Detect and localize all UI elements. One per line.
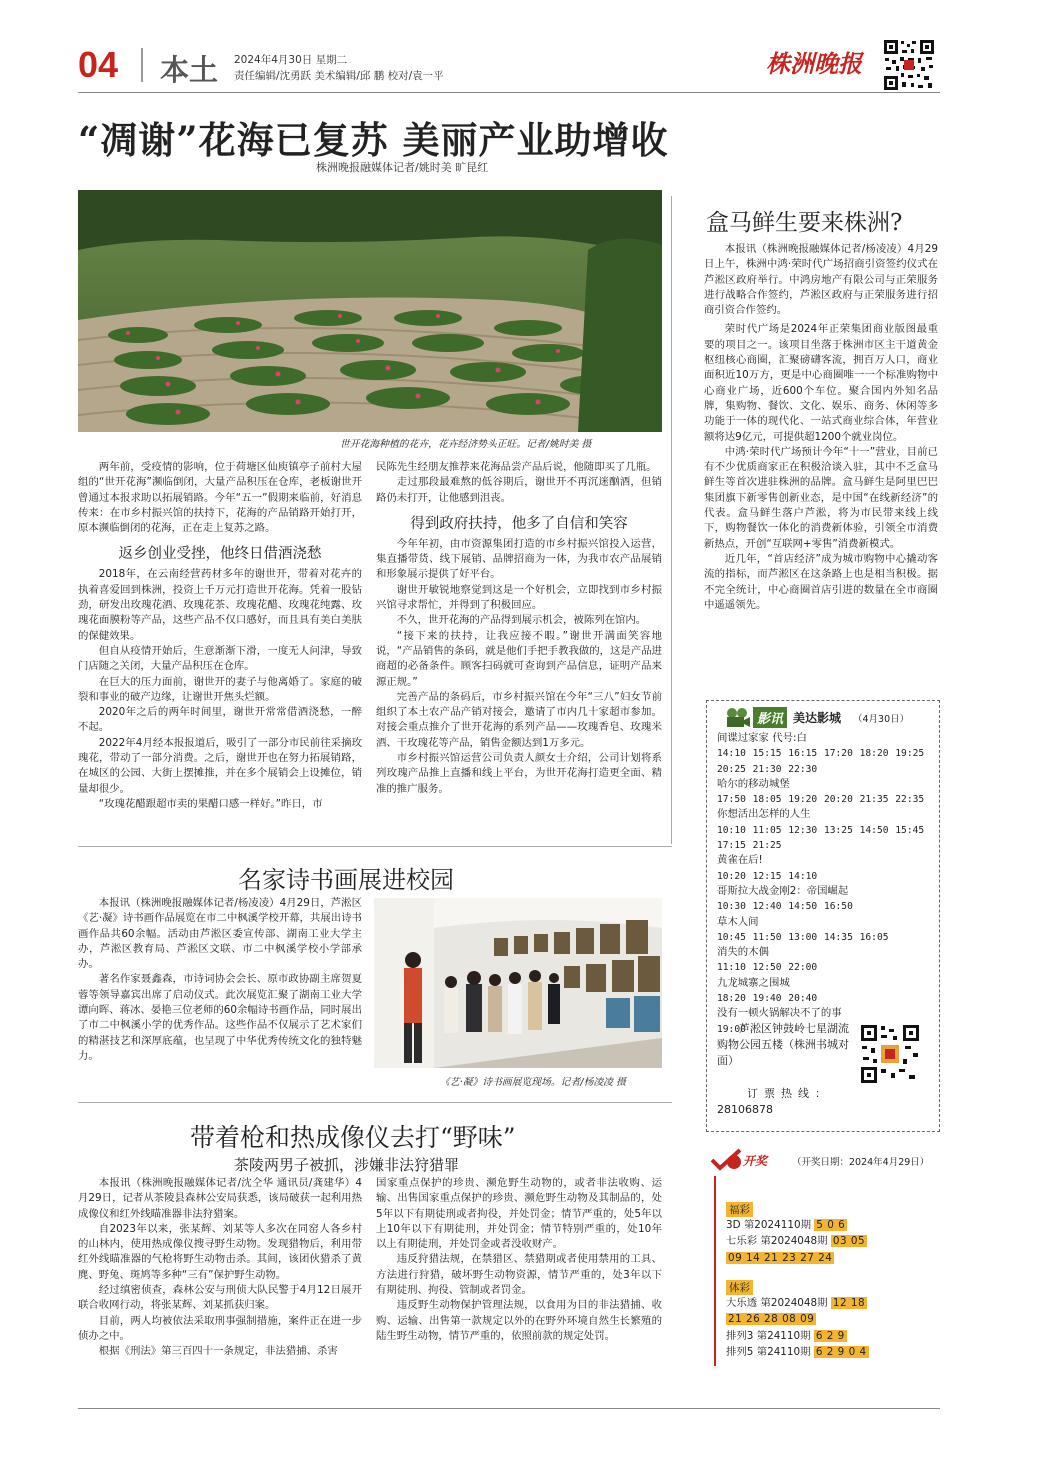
paragraph: 荣时代广场是2024年正荣集团商业版图最重要的项目之一。该项目坐落于株洲市区主干道黄金枢纽核心商圈，汇聚磅礴客流，拥百万人口，商业面积近10万方，更是中心商圈唯一一个标准购物中心商业广场，近600个车位。聚合国内外知名品牌，集购物、餐饮、文化、娱乐、商务、休闲等多功能于一体的现代化、一站式商业综合体，年营业额将达9亿元，可提供超1200个就业岗位。 [704,323,938,443]
paragraph: “玫瑰花醋跟超市卖的果醋口感一样好。”昨日，市 [98,797,323,810]
paragraph: 自2023年以来，张某辉、刘某等人多次在同窑人各乡村的山林内，使用热成像仪搜寻野生动物。发现猎物后，利用带红外线瞄准器的气枪将野生动物击杀。其间，该团伙猎杀了黄麂、野兔、斑鸠等多种“三有”保护野生动物。 [78,1222,362,1281]
lottery-header [706,1148,940,1172]
lottery-row [726,1251,936,1266]
hunting-column-1 [78,1176,362,1360]
lottery-numbers: 6 2 9 [815,1329,845,1342]
lottery-row [726,1312,936,1327]
hotline-number: 28106878 [717,1103,773,1116]
lottery-draw-label: 大乐透 第2024048期 [726,1297,831,1309]
lottery-row [726,1296,936,1311]
lead-headline: “凋谢”花海已复苏 美丽产业助增收 [78,118,669,162]
cinema-box [706,700,940,1132]
subheading: 返乡创业受挫，他终日借酒浇愁 [118,546,322,563]
cinema-qr-code-icon [859,1023,921,1085]
film-showtimes: 10:45 11:50 13:00 14:35 16:05 [717,931,889,943]
lottery-row [726,1218,936,1233]
sports-results [726,1296,936,1361]
film-showtimes: 14:10 15:15 16:15 17:20 18:20 19:25 20:25 21:30 22:30 [717,748,925,775]
paper-logo: 株洲晚报 [766,49,862,78]
paragraph: 在巨大的压力面前，谢世开的妻子与他离婚了。家庭的破裂和事业的破产边缘，让谢世开焦头烂额。 [78,675,362,703]
film-showtimes: 18:20 19:40 20:40 [717,993,818,1005]
film-camera-icon [725,707,751,729]
film-showtimes: 10:20 12:15 14:10 [717,870,818,882]
hema-article [704,242,938,613]
film-title: 黄雀在后! [717,854,763,867]
cinema-name: 美达影城 [793,711,842,725]
lottery-draw-label: 七乐彩 第2024048期 [726,1235,831,1248]
cinema-date: （4月30日） [853,714,910,725]
hotline-label: 订票热线： [747,1087,832,1100]
hunting-headline: 带着枪和热成像仪去打“野味” [190,1123,516,1152]
exhibition-photo [374,898,662,1068]
lottery-numbers: 5 0 6 [816,1219,846,1231]
film-showtimes: 19:00 [717,1023,746,1035]
paragraph: 根据《刑法》第三百四十一条规定，非法猎捕、杀害 [98,1345,338,1358]
page-number: 04 [78,44,119,85]
cinema-address: 芦淞区钟鼓岭七星湖流购物公园五楼（株洲书城对面） [717,1022,849,1067]
film-showtimes: 10:30 12:40 14:50 16:50 [717,901,853,913]
film-title: 草木人间 [717,915,759,928]
paragraph: 经过缜密侦查，森林公安与刑侦大队民警于4月12日展开联合收网行动，将张某辉、刘某抓获归案。 [78,1284,362,1312]
lottery-numbers: 6 2 9 0 4 [815,1345,867,1358]
flower-field-photo [78,190,662,432]
paragraph: 民陈先生经朋友推荐来花海品尝产品后说，他随即买了几瓶。 [376,461,657,473]
lead-column-1 [78,460,362,812]
lottery-numbers: 03 05 [832,1235,866,1248]
lottery-row [726,1345,936,1360]
film-title: 九龙城寨之围城 [717,976,790,989]
paragraph: 2022年4月经本报报道后，吸引了一部分市民前往采摘玫瑰花，带动了一部分消费。之后，谢世开也在努力拓展销路，在城区的公园、大街上摆摊推，并在多个展销会上设摊位，销量却很少。 [78,736,362,795]
lottery-badge: 开奖 [743,1154,768,1168]
masthead [78,38,938,88]
film-title: 间谍过家家 代号:白 [717,732,807,744]
hunting-column-2 [376,1176,662,1344]
paragraph: 近几年，“首店经济”成为城市购物中心撬动客流的指标，而芦淞区在这条路上也是相当积极。据不完全统计，中心商圈首店引进的数量在全市商圈中遥遥领先。 [704,552,938,611]
section-rule [78,846,672,847]
paragraph: 中鸿·荣时代广场预计今年“十一”营业，目前已有不少优质商家正在积极洽谈入驻，其中不乏盒马鲜生等首次进驻株洲的品牌。盒马鲜生是阿里巴巴集团旗下新零售创新业态，是中国“在线新经济”的代表。盒马鲜生落户芦淞，将为市民带来线上线下，购物餐饮一体化的消费新体验，引领全市消费新热点，开创“互联网+零售”消费新模式。 [704,445,938,550]
lottery-row [726,1234,936,1249]
lottery-box [714,1176,938,1366]
paragraph: 两年前，受疫情的影响，位于荷塘区仙庾镇亭子前村大屋组的“世开花海”濒临倒闭，大量产品积压在仓库，老板谢世开曾通过本报求助以拓展销路。今年“五一”假期来临前，好消息传来：在市乡村振兴馆的扶持下，花海的产品销路开始打开，原本濒临倒闭的花海，正在走上复苏之路。 [78,461,362,535]
film-title: 你想活出怎样的人生 [717,808,811,821]
lottery-date: （开奖日期：2024年4月29日） [792,1157,930,1168]
paragraph: 谢世开敏锐地察觉到这是一个好机会，立即找到市乡村振兴馆寻求帮忙，并得到了积极回应。 [376,583,662,612]
paragraph: 目前，两人均被依法采取刑事强制措施，案件正在进一步侦办之中。 [78,1314,362,1342]
cinema-badge: 影讯 [753,707,787,728]
film-title: 哥斯拉大战金刚2：帝国崛起 [717,884,849,897]
welfare-label: 福彩 [726,1202,753,1217]
paragraph: 2020年之后的两年时间里，谢世开常常借酒浇愁，一醉不起。 [78,706,362,734]
bottom-rule [78,1408,940,1409]
paragraph: 本报讯（株洲晚报融媒体记者/沈仝华 通讯员/龚建华）4月29日，记者从茶陵县森林公安局获悉，该局破获一起利用热成像仪和红外线瞄准器非法狩猎案。 [78,1177,362,1220]
hema-headline: 盒马鲜生要来株洲? [706,210,903,236]
lottery-draw-label: 排列3 第24110期 [726,1329,814,1342]
paragraph: 国家重点保护的珍贵、濒危野生动物的，或者非法收购、运输、出售国家重点保护的珍贵、濒危野生动物及其制品的，处5年以下有期徒刑或者拘役，并处罚金；情节严重的，处5年以上10年以下有期徒刑，并处罚金；情节特别严重的，处10年以上有期徒刑，并处罚金或者没收财产。 [376,1177,662,1251]
lead-byline: 株洲晚报融媒体记者/姚时美 旷昆红 [316,161,489,174]
schools-article [78,896,362,1064]
section-name: 本土 [160,53,219,87]
film-title: 消失的木偶 [717,946,769,959]
paragraph: 违反狩猎法规，在禁猎区、禁猎期或者使用禁用的工具、方法进行狩猎，破坏野生动物资源，情节严重的，处3年以下有期徒刑、拘役、管制或者罚金。 [376,1253,662,1297]
date-line: 2024年4月30日 星期二 [234,54,348,66]
paragraph: 但自从疫情开始后，生意渐渐下滑，一度无人问津，导致门店随之关闭，大量产品积压在仓库。 [78,644,362,673]
film-showtimes: 10:10 11:05 12:30 13:25 14:50 15:45 17:15 21:25 [717,824,925,852]
welfare-results [726,1218,936,1267]
paragraph: 2018年，在云南经营药材多年的谢世开，带着对花卉的执着喜爱回到株洲，投资上千万元打造世开花海。凭着一股钻劲，研发出玫瑰花酒、玫瑰花茶、玫瑰花醋、玫瑰花纯露、玫瑰花面膜粉等产品，这些产品不仅口感好，而且具有美白美肤的保健效果。 [78,568,362,642]
lottery-numbers: 21 26 28 08 09 [728,1313,815,1326]
lead-column-2 [376,460,662,797]
lottery-draw-label: 排列5 第24110期 [726,1345,814,1358]
paragraph: 本报讯（株洲晚报融媒体记者/杨凌凌）4月29日上午，株洲中鸿·荣时代广场招商引资签约仪式在芦淞区政府举行。中鸿房地产有限公司与正荣服务进行战略合作签约，芦淞区政府与正荣服务进行招商引资合作签约。 [704,243,938,317]
masthead-divider [141,48,143,82]
editors-line: 责任编辑/沈勇跃 美术编辑/邱 鹏 校对/袁一平 [234,70,444,82]
showtimes-list [717,731,931,1037]
checkmark-icon [710,1148,744,1172]
hunting-subhead: 茶陵两男子被抓，涉嫌非法狩猎罪 [234,1156,460,1174]
film-title: 没有一顿火锅解决不了的事 [717,1007,842,1020]
qr-code-icon [882,38,936,92]
schools-headline: 名家诗书画展进校园 [238,866,454,894]
lottery-numbers: 12 18 [832,1297,866,1309]
subheading: 得到政府扶持，他多了自信和笑容 [410,515,628,532]
column-divider [671,196,672,844]
paragraph: “接下来的扶持，让我应接不暇。”谢世开满面笑容地说，“产品销售的条码，就是他们手把手教我做的，这是产品进商超的必备条件。顾客扫码就可查询到产品信息，证明产品来源正规。” [376,629,662,688]
lottery-draw-label: 3D 第2024110期 [726,1219,815,1231]
film-showtimes: 17:50 18:05 19:20 20:20 21:35 22:35 [717,794,925,806]
sports-label: 体彩 [726,1280,753,1295]
paragraph: 走过那段最难熬的低谷期后，谢世开不再沉迷酗酒，但销路仍未打开，让他感到沮丧。 [376,476,662,504]
paragraph: 违反野生动物保护管理法规，以食用为目的非法猎捕、收购、运输、出售第一款规定以外的在野外环境自然生长繁殖的陆生野生动物，情节严重的，依照前款的规定处罚。 [376,1299,662,1342]
section-rule [78,1102,672,1103]
paragraph: 市乡村振兴馆运营公司负责人颜女士介绍，公司计划将系列玫瑰产品推上直播和线上平台，为世开花海打造更全面、精准的推广服务。 [376,752,662,795]
lottery-numbers: 09 14 21 23 27 24 [728,1251,833,1264]
paragraph: 完善产品的条码后，市乡村振兴馆在今年“三八”妇女节前组织了本土农产品产销对接会，邀请了市内几十家超市参加。对接会重点推介了世开花海的系列产品——玫瑰香皂、玫瑰米酒、干玫瑰花等产品，销售金额达到1万多元。 [376,690,662,749]
lottery-row [726,1329,936,1344]
paragraph: 本报讯（株洲晚报融媒体记者/杨凌凌）4月29日，芦淞区《艺·凝》诗书画作品展览在市二中枫溪学校开幕，共展出诗书画作品共60余幅。活动由芦淞区委宣传部、湖南工业大学主办，芦淞区教育局、芦淞区文联、市二中枫溪学校小学部承办。 [78,897,362,971]
paragraph: 今年年初，由市资源集团打造的市乡村振兴馆投入运营，集直播带货、线下展销、品牌招商为一体，为我市农产品展销和形象展示提供了好平台。 [376,537,662,581]
flower-photo-caption: 世开花海种植的花卉，花卉经济势头正旺。记者/姚时美 摄 [340,439,592,450]
film-title: 哈尔的移动城堡 [717,777,790,790]
film-showtimes: 11:10 12:50 22:00 [717,962,818,974]
paragraph: 著名作家聂鑫森，市诗词协会会长、原市政协副主席贺夏蓉等领导嘉宾出席了启动仪式。此次展览汇聚了湖南工业大学谭向晖、蒋冰、晏艳三位老师的60余幅诗书画作品，同时展出了市二中枫溪小学的优秀作品。这些作品不仅展示了艺术家们的精湛技艺和深厚底蕴，也呈现了中华优秀传统文化的独特魅力。 [78,973,362,1062]
exhibition-photo-caption: 《艺·凝》诗书画展览现场。记者/杨凌凌 摄 [440,1077,626,1088]
paragraph: 不久，世开花海的产品得到展示机会，被陈列在馆内。 [396,614,647,627]
masthead-rule [78,92,940,93]
